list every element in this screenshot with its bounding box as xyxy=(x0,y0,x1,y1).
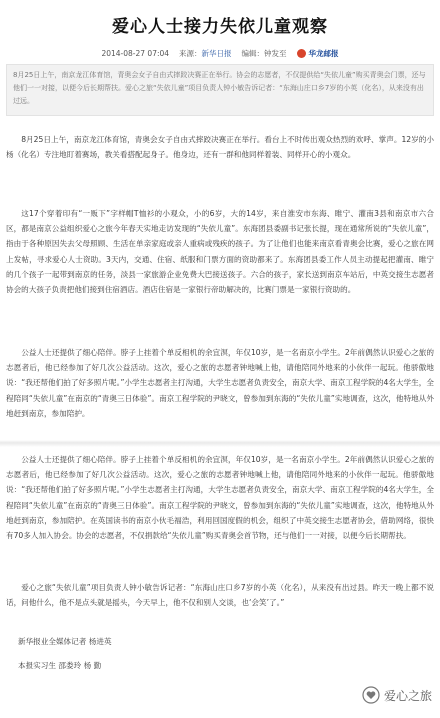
author-block xyxy=(242,48,287,59)
source-block xyxy=(179,48,232,59)
intern-byline: 本报实习生 邵娄玲 杨 勤 xyxy=(18,661,102,670)
publish-date: 2014-08-27 07:04 xyxy=(101,48,170,58)
heart-hands-icon xyxy=(362,686,380,704)
author-name: 钟发至 xyxy=(264,48,287,58)
author-label: 编辑： xyxy=(241,48,265,58)
logo-icon xyxy=(297,49,306,58)
logo-text: 华龙邮报 xyxy=(308,48,339,58)
publisher-logo[interactable] xyxy=(297,48,339,59)
body-paragraph: 这17个穿着印有“一贩下”字样帽T恤衫的小观众，小的6岁，大的14岁，来自淮安市东海、睢宁、灌南3县和南京市六合区，都是南京公益组织爱心之旅今年春天实地走访发现的“失依儿童”。东海团县委副书记张长提，现在通常所说的“失依儿童”，指由于各种原因失去父母照顾、生活在单亲家庭或亲人重病或残疾的孩子。为了让他们也能来南京看青奥会比赛，爱心之旅在网上发帖，寻求爱心人士资助。3天内，交通、住宿、纸服和门票方面的资助都来了。东海团县委工作人员主动提起把灌南、睢宁的几个孩子一起带到南京的任务，淡县一家旅游企业免费大巴接送孩子。六合的孩子，家长送到南京车站后，中英交接生志愿者协会的大孩子负责把他们接到住宿酒店。酒店住宿是一家银行帝助解决的，比赛门票是一家银行资助的。 xyxy=(6,209,434,295)
body-paragraph: 8月25日上午，南京龙江体育馆，青奥会女子自由式摔跤决赛正在举行。看台上不时传出观众热烈的欢呼、掌声。12岁的小杨（化名）专注地盯着赛场，教关看搭配起身子。他身边，还有一群和他同样着装、同样开心的小观众。 xyxy=(6,135,434,160)
reporter-byline: 新华报业全媒体记者 杨进英 xyxy=(18,637,112,646)
watermark-text: 爱心之旅 xyxy=(383,688,432,703)
article-title: 爱心人士接力失依儿童观察 xyxy=(112,17,328,37)
watermark xyxy=(362,686,432,704)
body-paragraph: 公益人士还提供了细心陪伴。脖子上挂着个单反相机的余宜溟，年仅10岁，是一名南京小学生。2年前偶然认识爱心之旅的志愿者后，他已经参加了好几次公益活动。这次，爱心之旅的志愿者钟地喊上他，请他陪同外地来的小伙伴一起玩。他骄傲地说：“我还帮他们拍了好多照片呢。”小学生志愿者主打沟通，大学生志愿者负责安全，南京大学、南京工程学院的4名大学生，全程陪同“失依儿童”在南京的“青奥三日体验”。南京工程学院的尹晓文，曾参加到东海的“失依儿童”实地调查，这次，他特地从外地赶到南京，参加陪护。在英国读书的南京小伙毛福浩，利用回国度假的机会，组织了中英交接生志愿者协会，借助网络，很快有70多人加入协会。协会的志愿者，不仅捐款给“失依儿童”购买青奥会首节物，还与他们一一对接，以便今后长期帮扶。 xyxy=(6,455,434,541)
body-paragraph: 爱心之旅“失依儿童”项目负责人钟小敏告诉记者：“东海山庄口乡7岁的小英（化名），从来没有出过县。昨天一晚上都不说话，问他什么，他不是点头就是摇头，今天早上，他不仅和别人交谈，也‘会笑’了。” xyxy=(6,583,434,608)
article-meta xyxy=(0,46,440,60)
body-paragraph: 公益人士还提供了细心陪伴。脖子上挂着个单反相机的余宜溟，年仅10岁，是一名南京小学生。2年前偶然认识爱心之旅的志愿者后，他已经参加了好几次公益活动。这次，爱心之旅的志愿者钟地喊上他，请他陪同外地来的小伙伴一起玩。他骄傲地说：“我还帮他们拍了好多照片呢。”小学生志愿者主打沟通，大学生志愿者负责安全，南京大学、南京工程学院的4名大学生，全程陪同“失依儿童”在南京的“青奥三日体验”。南京工程学院的尹晓文，曾参加到东海的“失依儿童”实地调查，这次，他特地从外地赶到南京，参加陪护。 xyxy=(6,348,434,418)
screenshot-seam xyxy=(0,440,440,447)
source-link[interactable]: 新华日报 xyxy=(201,48,232,58)
source-label: 来源： xyxy=(179,48,202,58)
article-summary: 8月25日上午，南京龙江体育馆，青奥会女子自由式摔跤决赛正在举行。协会的志愿者，不仅提供给“失依儿童”购买青奥会门票，还与他们一一对接，以便今后长期帮扶。爱心之旅“失依儿童”项目负责人钟小敏告诉记者：“东海山庄口乡7岁的小英（化名），从来没有出过远。 xyxy=(6,64,434,116)
